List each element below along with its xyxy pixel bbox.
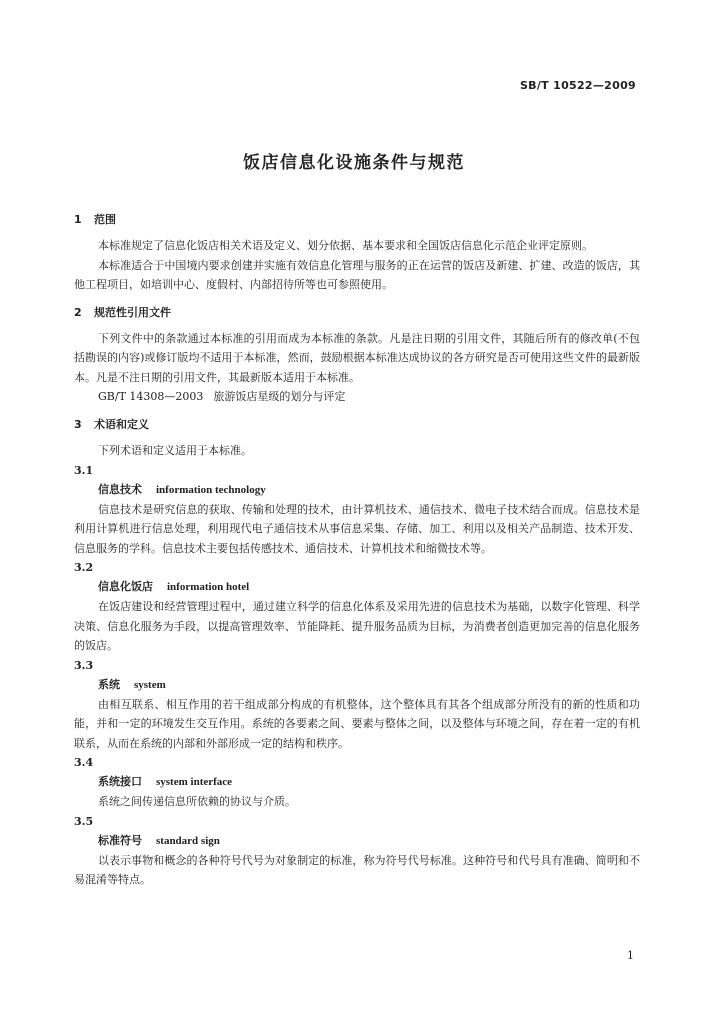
term-en: system interface bbox=[156, 776, 233, 788]
term-definition: 信息技术是研究信息的获取、传输和处理的技术，由计算机技术、通信技术、微电子技术结合而成。信息技术是利用计算机进行信息处理，利用现代电子通信技术从事信息采集、存储、加工、利用以及相关产品制造、技术开发、信息服务的学科。信息技术主要包括传感技术、通信技术、计算机技术和缩微技术等。 bbox=[74, 502, 640, 555]
term-en: information hotel bbox=[167, 581, 250, 593]
term-zh: 系统 bbox=[98, 677, 120, 691]
document-body bbox=[74, 210, 640, 890]
term-definition: 由相互联系、相互作用的若干组成部分构成的有机整体，这个整体具有其各个组成部分所没有的新的性质和功能，并和一定的环境发生交互作用。系统的各要素之间、要素与整体之间，以及整体与环境之间，存在着一定的有机联系，从而在系统的内部和外部形成一定的结构和秩序。 bbox=[74, 697, 640, 750]
term-definition: 以表示事物和概念的各种符号代号为对象制定的标准，称为符号代号标准。这种符号和代号具有准确、简明和不易混淆等特点。 bbox=[74, 853, 640, 886]
term-en: standard sign bbox=[156, 834, 220, 847]
term-heading bbox=[74, 831, 640, 851]
term-number: 3.4 bbox=[74, 756, 94, 769]
term-en: information technology bbox=[156, 483, 266, 496]
references-paragraph: 下列文件中的条款通过本标准的引用而成为本标准的条款。凡是注日期的引用文件，其随后所有的修改单(不包括勘误的内容)或修订版均不适用于本标准，然而，鼓励根据本标准达成协议的各方研究是否可使用这些文件的最新版本。凡是不注日期的引用文件，其最新版本适用于本标准。 bbox=[74, 331, 640, 384]
term-definition: 系统之间传递信息所依赖的协议与介质。 bbox=[98, 795, 296, 808]
section-title: 范围 bbox=[94, 213, 116, 226]
term-zh: 信息化饭店 bbox=[98, 580, 153, 593]
reference-code: GB/T 14308—2003 bbox=[98, 390, 204, 403]
terms-intro: 下列术语和定义适用于本标准。 bbox=[98, 444, 252, 457]
section-number: 1 bbox=[74, 213, 82, 226]
term-heading bbox=[74, 772, 640, 792]
term-heading bbox=[74, 480, 640, 500]
term-zh: 标准符号 bbox=[98, 833, 142, 847]
term-heading bbox=[74, 675, 640, 695]
section-heading-normative-references bbox=[74, 303, 640, 323]
scope-paragraph-1: 本标准规定了信息化饭店相关术语及定义、划分依据、基本要求和全国饭店信息化示范企业评定原则。 bbox=[98, 239, 593, 252]
term-number: 3.5 bbox=[74, 814, 94, 828]
section-title: 规范性引用文件 bbox=[94, 305, 171, 319]
section-number: 3 bbox=[74, 418, 82, 431]
term-zh: 信息技术 bbox=[98, 482, 142, 496]
page-title: 饭店信息化设施条件与规范 bbox=[243, 153, 465, 173]
page-number: 1 bbox=[627, 949, 634, 962]
term-en: system bbox=[134, 678, 166, 691]
section-number: 2 bbox=[74, 305, 82, 319]
term-number: 3.1 bbox=[74, 463, 94, 477]
term-number: 3.2 bbox=[74, 561, 94, 574]
section-heading-terms-definitions bbox=[74, 415, 640, 435]
term-definition: 在饭店建设和经营管理过程中，通过建立科学的信息化体系及采用先进的信息技术为基础，以数字化管理、科学决策、信息化服务为手段，以提高管理效率、节能降耗、提升服务品质为目标，为消费者创造更加完善的信息化服务的饭店。 bbox=[74, 600, 640, 652]
term-heading bbox=[74, 577, 640, 597]
reference-title: 旅游饭店星级的划分与评定 bbox=[213, 390, 346, 403]
term-zh: 系统接口 bbox=[98, 775, 142, 788]
term-number: 3.3 bbox=[74, 658, 94, 672]
scope-paragraph-2: 本标准适合于中国境内要求创建并实施有效信息化管理与服务的正在运营的饭店及新建、扩建、改造的饭店，其他工程项目，如培训中心、度假村、内部招待所等也可参照使用。 bbox=[74, 258, 640, 291]
standard-number: SB/T 10522—2009 bbox=[519, 79, 636, 92]
section-title: 术语和定义 bbox=[94, 418, 149, 431]
reference-entry bbox=[74, 387, 640, 407]
section-heading-scope bbox=[74, 210, 640, 230]
